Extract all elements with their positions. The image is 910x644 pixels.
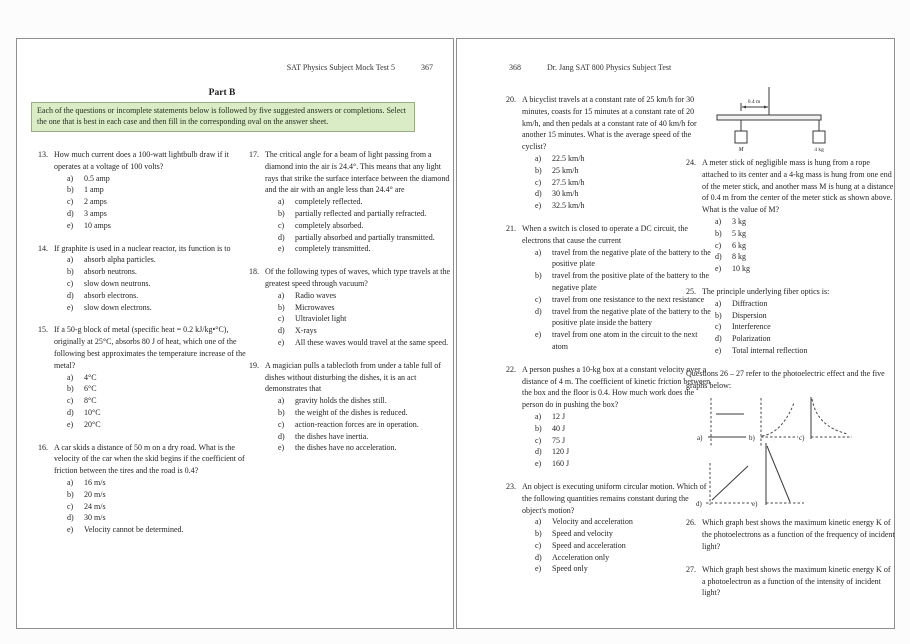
option-text: Speed and velocity bbox=[552, 529, 613, 539]
answer-options bbox=[522, 411, 712, 470]
question bbox=[38, 243, 249, 314]
option-label: c) bbox=[535, 540, 542, 550]
meter-stick-figure bbox=[686, 85, 896, 155]
option-text: 120 J bbox=[552, 447, 570, 457]
option-label: d) bbox=[278, 431, 285, 441]
option-text: 10°C bbox=[84, 407, 101, 417]
right-page-column-2 bbox=[686, 85, 896, 610]
option-text: 10 amps bbox=[84, 220, 111, 230]
option-label: b) bbox=[278, 208, 285, 218]
option-label: a) bbox=[278, 197, 285, 207]
question bbox=[38, 324, 249, 430]
answer-option bbox=[265, 313, 453, 325]
question-number: 16. bbox=[38, 442, 48, 452]
option-text: completely absorbed. bbox=[295, 220, 364, 230]
option-label: a) bbox=[535, 153, 542, 163]
answer-option bbox=[54, 383, 249, 395]
option-text: slow down neutrons. bbox=[84, 278, 151, 288]
option-label: e) bbox=[535, 201, 542, 211]
option-text: the dishes have no acceleration. bbox=[295, 443, 397, 453]
option-label: a) bbox=[278, 396, 285, 406]
option-label: c) bbox=[278, 419, 285, 429]
answer-option bbox=[522, 435, 712, 447]
answer-option bbox=[702, 310, 896, 322]
left-page-header bbox=[287, 63, 433, 72]
option-label: c) bbox=[67, 501, 74, 511]
option-label: d) bbox=[715, 252, 722, 262]
option-text: 24 m/s bbox=[84, 501, 106, 511]
option-label: c) bbox=[715, 240, 722, 250]
question bbox=[506, 223, 712, 353]
answer-option bbox=[265, 302, 453, 314]
option-text: 40 J bbox=[552, 423, 566, 433]
option-label: c) bbox=[67, 197, 74, 207]
option-text: Ultraviolet light bbox=[295, 314, 347, 324]
answer-option bbox=[265, 325, 453, 337]
option-text: 10 kg bbox=[732, 264, 750, 274]
part-label: Part B bbox=[208, 88, 236, 98]
page-number: 367 bbox=[421, 63, 433, 72]
question-number: 24. bbox=[686, 158, 696, 167]
question-text: An object is executing uniform circular motion. Which of the following quantities remains constant during the object's motion? bbox=[522, 481, 707, 515]
answer-option bbox=[522, 552, 712, 564]
question bbox=[249, 360, 453, 454]
option-label: a) bbox=[67, 255, 74, 265]
option-text: completely transmitted. bbox=[295, 244, 371, 254]
option-text: Diffraction bbox=[732, 298, 768, 308]
option-label: b) bbox=[535, 165, 542, 175]
answer-option bbox=[522, 153, 712, 165]
option-label: b) bbox=[715, 310, 722, 320]
answer-option bbox=[702, 333, 896, 345]
answer-option bbox=[702, 345, 896, 357]
question-text: If graphite is used in a nuclear reactor, its function is to bbox=[54, 243, 231, 253]
option-label: c) bbox=[67, 278, 74, 288]
answer-option bbox=[522, 329, 712, 353]
answer-option bbox=[522, 200, 712, 212]
question bbox=[249, 266, 453, 349]
question bbox=[506, 481, 712, 575]
answer-options bbox=[54, 254, 249, 313]
option-text: Total internal reflection bbox=[732, 345, 808, 355]
option-label: d) bbox=[535, 189, 542, 199]
answer-option bbox=[54, 220, 249, 232]
question bbox=[686, 157, 896, 275]
page-number: 368 bbox=[509, 63, 521, 72]
option-label: d) bbox=[535, 306, 542, 316]
option-text: travel from one atom in the circuit to the next atom bbox=[552, 330, 698, 351]
graph-b bbox=[749, 398, 798, 447]
option-text: 25 km/h bbox=[552, 165, 579, 175]
answer-option bbox=[54, 512, 249, 524]
option-label: e) bbox=[715, 345, 722, 355]
left-page-column-1 bbox=[38, 149, 249, 547]
option-text: partially reflected and partially refracted. bbox=[295, 208, 427, 218]
answer-option bbox=[265, 232, 453, 244]
question-number: 21. bbox=[506, 223, 516, 233]
option-text: absorb alpha particles. bbox=[84, 255, 156, 265]
option-label: d) bbox=[535, 447, 542, 457]
option-text: travel from the positive plate of the battery to the negative plate bbox=[552, 271, 710, 292]
option-text: 8°C bbox=[84, 396, 97, 406]
answer-option bbox=[522, 306, 712, 330]
option-label: d) bbox=[67, 208, 74, 218]
question-number: 13. bbox=[38, 150, 48, 159]
option-label: a) bbox=[67, 173, 74, 183]
question bbox=[506, 364, 712, 470]
question-text: How much current does a 100-watt lightbulb draw if it operates at a voltage of 100 volts? bbox=[54, 150, 229, 171]
question-number: 23. bbox=[506, 481, 516, 491]
answer-options bbox=[522, 516, 712, 575]
graph-a bbox=[697, 398, 746, 447]
answer-options bbox=[54, 173, 249, 232]
option-text: Polarization bbox=[732, 334, 771, 344]
answer-option bbox=[265, 220, 453, 232]
answer-option bbox=[265, 407, 453, 419]
right-page-questions-26-27 bbox=[686, 517, 896, 599]
option-text: Speed and acceleration bbox=[552, 540, 626, 550]
option-label: d) bbox=[67, 290, 74, 300]
option-text: 3 kg bbox=[732, 216, 746, 226]
answer-options bbox=[702, 216, 896, 275]
answer-option bbox=[522, 458, 712, 470]
option-text: 75 J bbox=[552, 435, 566, 445]
option-label: b) bbox=[67, 384, 74, 394]
answer-option bbox=[54, 407, 249, 419]
option-text: 16 m/s bbox=[84, 477, 106, 487]
question-number: 26. bbox=[686, 518, 696, 528]
question-number: 25. bbox=[686, 286, 696, 296]
mass-4kg-box bbox=[813, 131, 825, 143]
option-text: 6°C bbox=[84, 384, 97, 394]
answer-option bbox=[265, 337, 453, 349]
option-text: Interference bbox=[732, 322, 771, 332]
distance-label: 0.4 m bbox=[747, 99, 761, 105]
arrowhead-right bbox=[764, 106, 768, 109]
graph-c bbox=[799, 397, 852, 442]
right-page bbox=[456, 38, 895, 629]
answer-option bbox=[522, 188, 712, 200]
mass-m-label: M bbox=[738, 147, 744, 153]
question bbox=[686, 517, 896, 552]
answer-option bbox=[702, 216, 896, 228]
answer-option bbox=[702, 240, 896, 252]
option-text: 160 J bbox=[552, 459, 570, 469]
svg-text:b): b) bbox=[749, 434, 755, 443]
question-number: 22. bbox=[506, 364, 516, 374]
option-label: d) bbox=[715, 334, 722, 344]
option-label: c) bbox=[535, 294, 542, 304]
answer-option bbox=[522, 177, 712, 189]
answer-option bbox=[522, 528, 712, 540]
option-label: b) bbox=[535, 529, 542, 539]
question bbox=[686, 286, 896, 357]
option-label: c) bbox=[715, 322, 722, 332]
question bbox=[249, 149, 453, 255]
option-text: 8 kg bbox=[732, 252, 746, 262]
option-label: c) bbox=[278, 220, 285, 230]
option-text: 5 kg bbox=[732, 228, 746, 238]
answer-option bbox=[54, 196, 249, 208]
option-label: e) bbox=[535, 564, 542, 574]
option-label: b) bbox=[67, 267, 74, 277]
option-text: 3 amps bbox=[84, 208, 107, 218]
answer-options bbox=[522, 247, 712, 353]
answer-option bbox=[702, 298, 896, 310]
answer-option bbox=[54, 278, 249, 290]
option-label: d) bbox=[278, 326, 285, 336]
question-number: 27. bbox=[686, 564, 696, 574]
option-text: 0.5 amp bbox=[84, 173, 110, 183]
question-number: 15. bbox=[38, 325, 48, 335]
question-text: When a switch is closed to operate a DC circuit, the electrons that cause the current bbox=[522, 223, 688, 245]
svg-text:d): d) bbox=[696, 500, 702, 509]
option-text: travel from the negative plate of the battery to the positive plate inside the battery bbox=[552, 306, 711, 328]
option-label: a) bbox=[535, 517, 542, 527]
answer-option bbox=[54, 290, 249, 302]
option-label: e) bbox=[715, 264, 722, 274]
option-text: action-reaction forces are in operation. bbox=[295, 419, 419, 429]
option-text: Velocity and acceleration bbox=[552, 517, 633, 527]
answer-option bbox=[522, 563, 712, 575]
answer-option bbox=[522, 446, 712, 458]
answer-option bbox=[54, 254, 249, 266]
option-label: a) bbox=[535, 411, 542, 421]
question-number: 17. bbox=[249, 150, 259, 159]
option-text: 12 J bbox=[552, 411, 566, 421]
answer-option bbox=[522, 516, 712, 528]
option-text: 20 m/s bbox=[84, 489, 106, 499]
answer-option bbox=[522, 165, 712, 177]
left-page bbox=[16, 38, 454, 629]
answer-options bbox=[265, 395, 453, 454]
question-text: A magician pulls a tablecloth from under a table full of dishes without disturbing the dishes, it is an act demonstrates that bbox=[265, 360, 441, 394]
running-title: Dr. Jang SAT 800 Physics Subject Test bbox=[547, 63, 672, 72]
option-label: b) bbox=[278, 407, 285, 417]
answer-option bbox=[522, 540, 712, 552]
right-page-column-1 bbox=[506, 94, 712, 586]
option-label: d) bbox=[67, 513, 74, 523]
option-text: 2 amps bbox=[84, 197, 107, 207]
answer-option bbox=[265, 243, 453, 255]
graph-e bbox=[752, 443, 804, 508]
option-text: Dispersion bbox=[732, 310, 767, 320]
option-label: b) bbox=[535, 423, 542, 433]
question-number: 20. bbox=[506, 95, 516, 104]
option-label: b) bbox=[67, 489, 74, 499]
option-label: b) bbox=[67, 185, 74, 195]
svg-text:c): c) bbox=[799, 434, 805, 443]
mass-4kg-label: 4 kg bbox=[814, 147, 824, 153]
answer-options bbox=[522, 153, 712, 212]
option-label: b) bbox=[278, 302, 285, 312]
question-text: The principle underlying fiber optics is: bbox=[702, 286, 830, 296]
question bbox=[38, 149, 249, 232]
option-text: Microwaves bbox=[295, 302, 335, 312]
option-label: e) bbox=[278, 244, 285, 254]
option-text: travel from the negative plate of the battery to the positive plate bbox=[552, 247, 711, 269]
option-text: 1 amp bbox=[84, 185, 104, 195]
answer-option bbox=[54, 372, 249, 384]
answer-option bbox=[702, 263, 896, 275]
question-text: Which graph best shows the maximum kinetic energy K of the photoelectrons as a function of the frequency of incident light? bbox=[702, 518, 895, 551]
graphs-intro: Questions 26 – 27 refer to the photoelectric effect and the five graphs below: bbox=[686, 368, 885, 390]
option-text: 6 kg bbox=[732, 240, 746, 250]
option-label: e) bbox=[535, 330, 542, 340]
answer-option bbox=[54, 477, 249, 489]
option-label: a) bbox=[715, 216, 722, 226]
answer-option bbox=[265, 442, 453, 454]
option-label: a) bbox=[535, 247, 542, 257]
answer-option bbox=[54, 173, 249, 185]
mass-m-box bbox=[735, 131, 747, 143]
option-label: d) bbox=[278, 232, 285, 242]
option-text: Radio waves bbox=[295, 290, 337, 300]
option-text: 30 m/s bbox=[84, 513, 106, 523]
option-label: e) bbox=[67, 302, 74, 312]
answer-option bbox=[54, 501, 249, 513]
answer-option bbox=[522, 247, 712, 271]
left-page-column-2 bbox=[249, 149, 453, 465]
option-text: All these waves would travel at the same speed. bbox=[295, 337, 449, 347]
answer-options bbox=[265, 290, 453, 349]
option-label: b) bbox=[715, 228, 722, 238]
question-number: 14. bbox=[38, 243, 48, 253]
answer-option bbox=[702, 321, 896, 333]
answer-option bbox=[54, 524, 249, 536]
answer-option bbox=[265, 208, 453, 220]
option-text: absorb electrons. bbox=[84, 290, 139, 300]
option-text: partially absorbed and partially transmitted. bbox=[295, 232, 435, 242]
option-label: d) bbox=[535, 552, 542, 562]
option-label: a) bbox=[67, 477, 74, 487]
option-text: Speed only bbox=[552, 564, 588, 574]
answer-option bbox=[522, 411, 712, 423]
option-label: d) bbox=[67, 407, 74, 417]
question-number: 18. bbox=[249, 267, 259, 277]
answer-options bbox=[54, 372, 249, 431]
option-label: e) bbox=[67, 220, 74, 230]
answer-options bbox=[702, 298, 896, 357]
running-title: SAT Physics Subject Mock Test 5 bbox=[286, 63, 395, 72]
answer-option bbox=[54, 489, 249, 501]
option-text: X-rays bbox=[295, 326, 317, 336]
meter-stick bbox=[717, 115, 821, 120]
answer-option bbox=[265, 419, 453, 431]
option-label: e) bbox=[278, 443, 285, 453]
option-label: a) bbox=[278, 290, 285, 300]
answer-option bbox=[522, 270, 712, 294]
answer-option bbox=[54, 419, 249, 431]
right-page-questions-24-25 bbox=[686, 157, 896, 357]
arrowhead-left bbox=[742, 106, 746, 109]
option-label: a) bbox=[715, 298, 722, 308]
question-number: 19. bbox=[249, 360, 259, 370]
option-text: 20°C bbox=[84, 419, 101, 429]
option-label: c) bbox=[67, 396, 74, 406]
question-text: A car skids a distance of 50 m on a dry road. What is the velocity of the car when the skid begins if the coefficient of friction between the tires and the road is 0.4? bbox=[54, 442, 245, 476]
option-text: Velocity cannot be determined. bbox=[84, 525, 184, 535]
question-text: Of the following types of waves, which type travels at the greatest speed through vacuum? bbox=[265, 267, 451, 288]
option-text: 27.5 km/h bbox=[552, 177, 585, 187]
option-label: e) bbox=[67, 419, 74, 429]
answer-option bbox=[522, 423, 712, 435]
answer-option bbox=[54, 395, 249, 407]
option-text: gravity holds the dishes still. bbox=[295, 396, 387, 406]
svg-text:e): e) bbox=[752, 500, 758, 509]
answer-option bbox=[54, 302, 249, 314]
instructions-box: Each of the questions or incomplete statements below is followed by five suggested answers or completions. Select the one that is best in each case and then fill in the corresponding oval on the answer sheet. bbox=[31, 102, 415, 132]
option-label: c) bbox=[535, 177, 542, 187]
option-text: travel from one resistance to the next resistance bbox=[552, 294, 705, 304]
right-page-header bbox=[509, 63, 671, 72]
option-label: e) bbox=[535, 459, 542, 469]
graph-d bbox=[696, 463, 752, 508]
option-label: c) bbox=[535, 435, 542, 445]
option-text: absorb neutrons. bbox=[84, 267, 137, 277]
answer-option bbox=[265, 196, 453, 208]
option-text: 30 km/h bbox=[552, 189, 579, 199]
answer-option bbox=[702, 228, 896, 240]
answer-option bbox=[54, 184, 249, 196]
question-text: Which graph best shows the maximum kinetic energy K of a photoelectron as a function of the intensity of incident light? bbox=[702, 564, 891, 598]
option-label: e) bbox=[278, 337, 285, 347]
answer-option bbox=[265, 395, 453, 407]
option-text: Acceleration only bbox=[552, 552, 610, 562]
option-label: b) bbox=[535, 271, 542, 281]
question bbox=[506, 94, 712, 212]
answer-option bbox=[54, 208, 249, 220]
photoelectric-graphs bbox=[686, 395, 896, 509]
option-text: slow down electrons. bbox=[84, 302, 152, 312]
answer-options bbox=[54, 477, 249, 536]
question-text: The critical angle for a beam of light passing from a diamond into the air is 24.4°. This means that any light rays that strike the surface interface between the diamond and the air with an angle less than 24.4° are bbox=[265, 150, 450, 195]
question-text: A meter stick of negligible mass is hung from a rope attached to its center and a 4-kg mass is hung from one end of the meter stick, and another mass M is hung at a distance of 0.4 m from the center of the meter stick as shown above. What is the value of M? bbox=[702, 158, 894, 215]
question bbox=[38, 442, 249, 536]
answer-options bbox=[265, 196, 453, 255]
answer-option bbox=[265, 431, 453, 443]
option-text: 32.5 km/h bbox=[552, 201, 585, 211]
option-label: c) bbox=[278, 314, 285, 324]
question-text: A bicyclist travels at a constant rate of 25 km/h for 30 minutes, coasts for 15 minutes at a constant rate of 20 km/h, and then pedals at a constant rate of 40 km/h for another 15 minutes. What is the average speed of the cyclist? bbox=[522, 95, 697, 152]
option-label: a) bbox=[67, 372, 74, 382]
option-text: completely reflected. bbox=[295, 197, 363, 207]
answer-option bbox=[522, 294, 712, 306]
svg-text:a): a) bbox=[697, 434, 703, 443]
question-text: A person pushes a 10-kg box at a constant velocity over a distance of 4 m. The coefficient of kinetic friction between the box and the floor is 0.4. How much work does the person do in pushing the box? bbox=[522, 364, 711, 410]
question-text: If a 50-g block of metal (specific heat = 0.2 kJ/kg•°C), originally at 25°C, absorbs 80 J of heat, which one of the following best approximates the temperature increase of the metal? bbox=[54, 325, 246, 370]
option-text: 4°C bbox=[84, 372, 97, 382]
option-text: the dishes have inertia. bbox=[295, 431, 369, 441]
answer-option bbox=[265, 290, 453, 302]
question bbox=[686, 564, 896, 599]
option-label: e) bbox=[67, 525, 74, 535]
option-text: 22.5 km/h bbox=[552, 153, 585, 163]
answer-option bbox=[702, 251, 896, 263]
option-text: the weight of the dishes is reduced. bbox=[295, 407, 408, 417]
answer-option bbox=[54, 266, 249, 278]
